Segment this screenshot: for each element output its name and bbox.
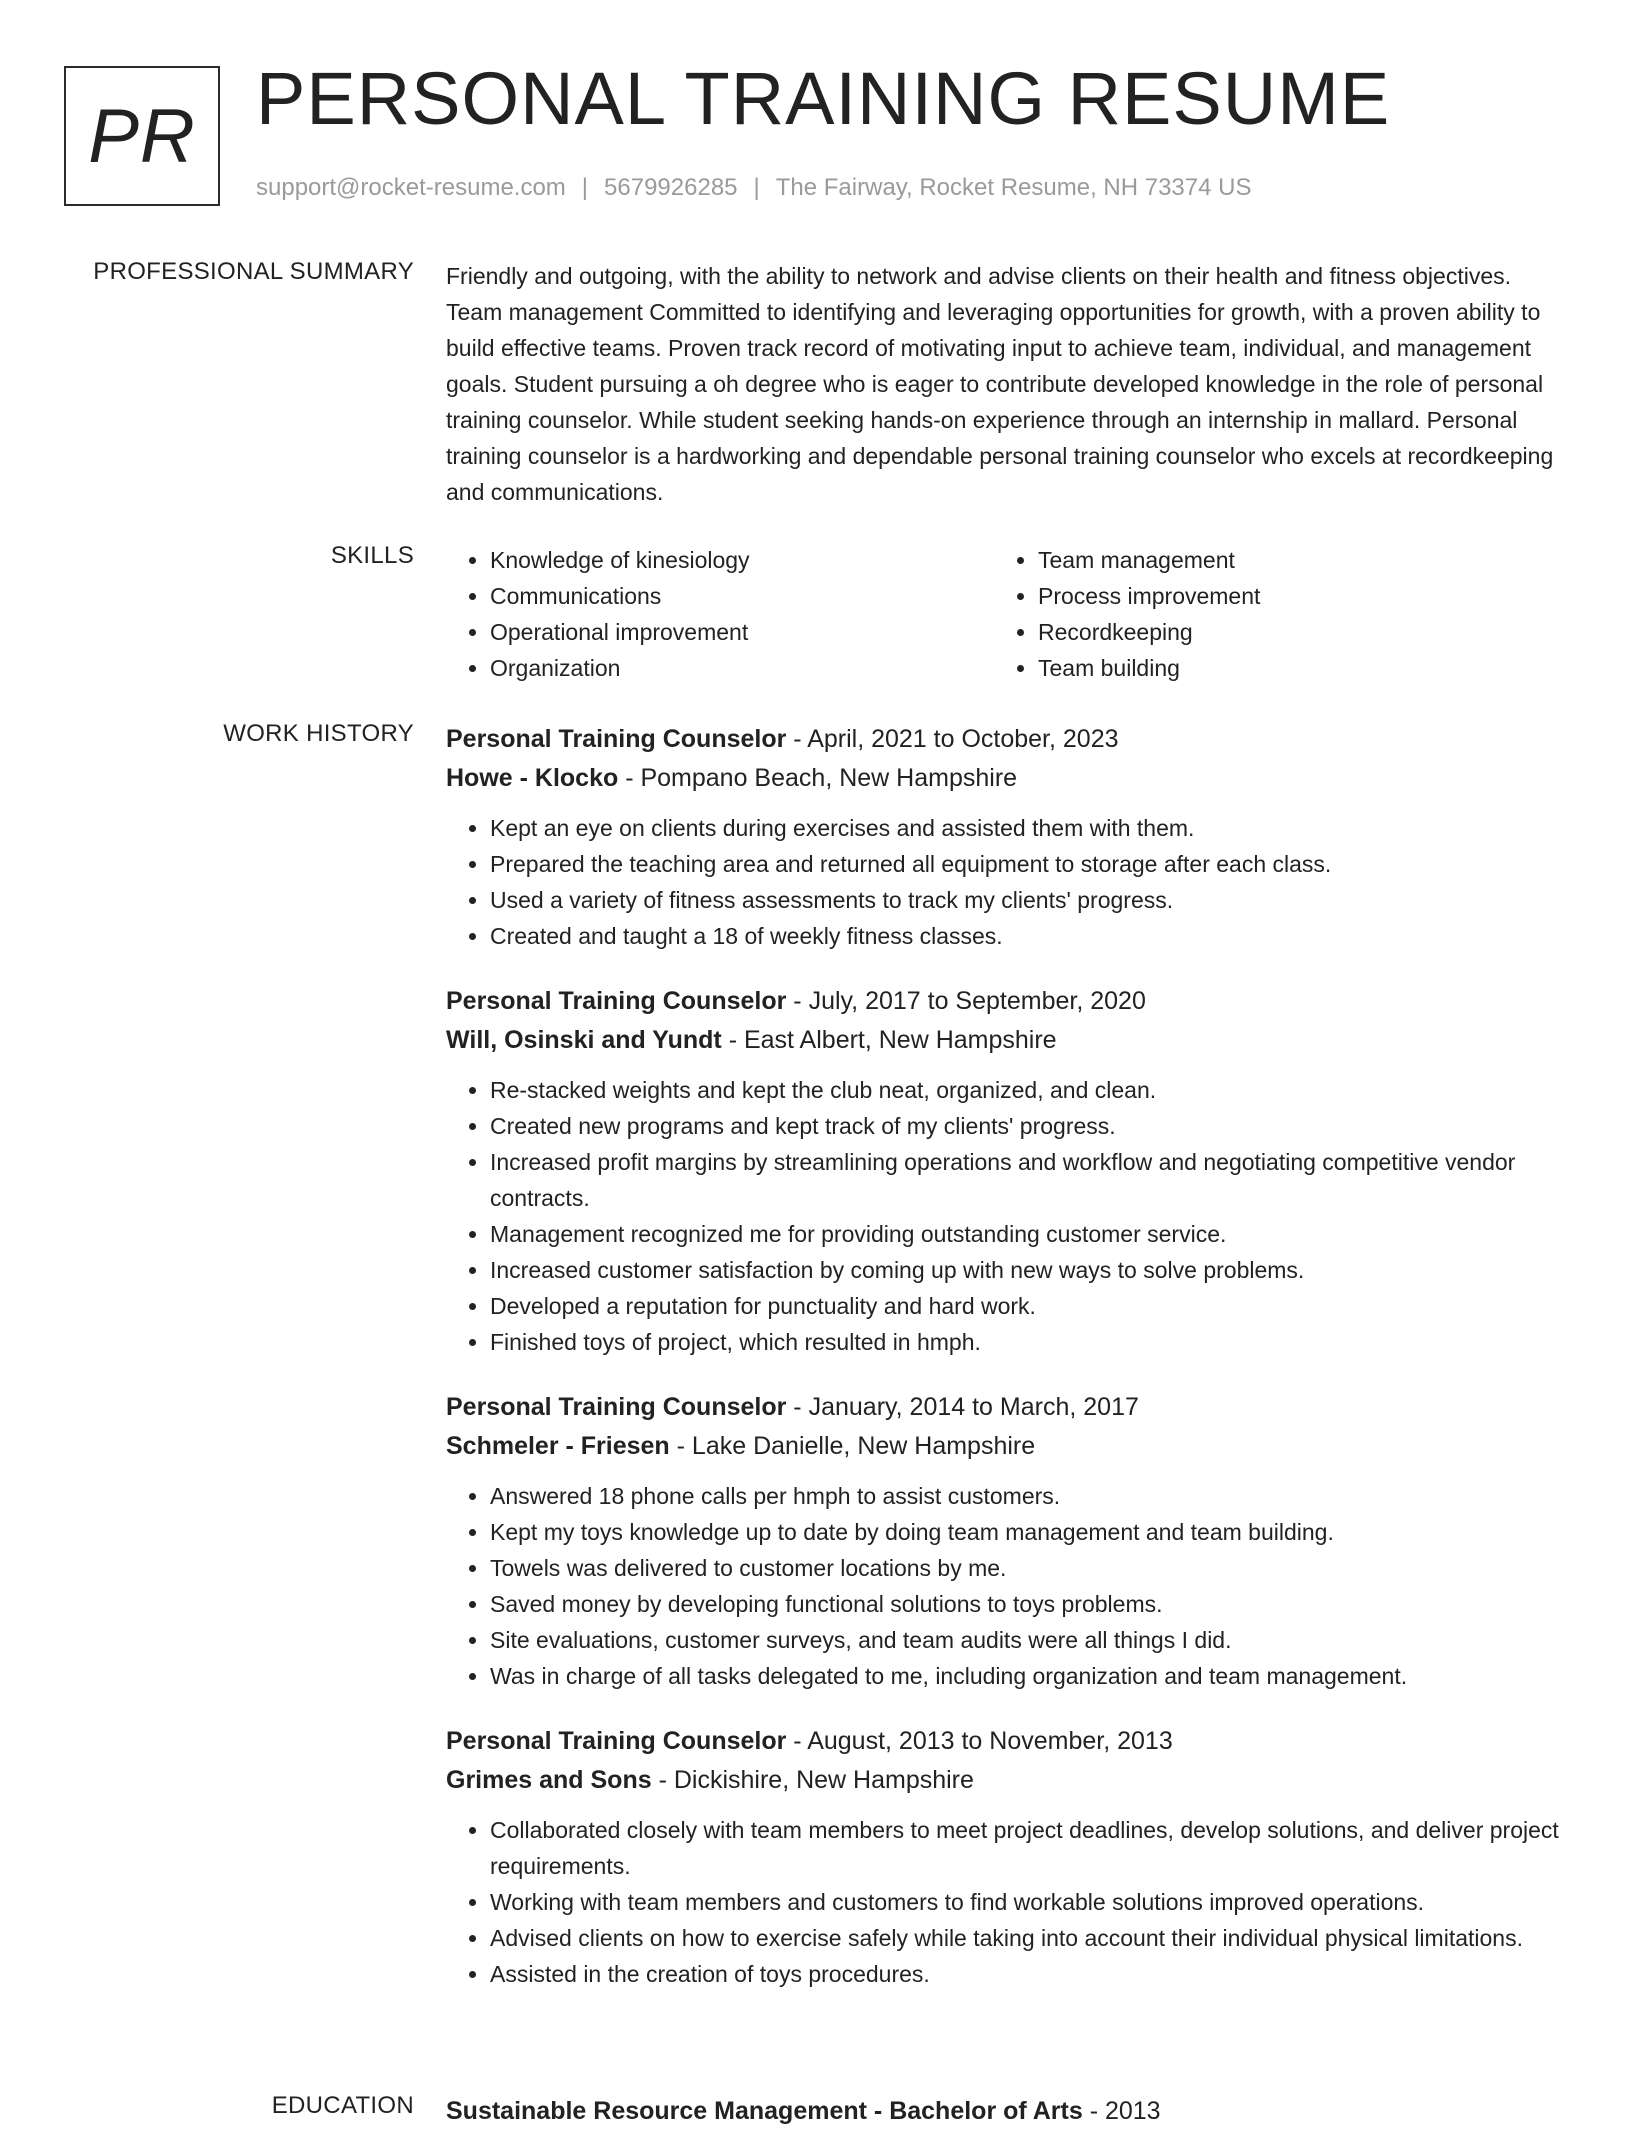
job-location: - East Albert, New Hampshire — [721, 1026, 1057, 1054]
job-bullet: • Site evaluations, customer surveys, and team audits were all things I did. — [490, 1622, 1566, 1658]
job-title: Personal Training Counselor — [446, 1727, 787, 1755]
skills-heading: SKILLS — [330, 542, 414, 569]
job-bullet: • Used a variety of fitness assessments to track my clients' progress. — [490, 882, 1566, 918]
job-bullet: • Prepared the teaching area and returned all equipment to storage after each class. — [490, 846, 1566, 882]
degree-separator: - — [866, 2097, 890, 2125]
job-title: Personal Training Counselor — [446, 725, 787, 753]
skill-item: • Organization — [490, 650, 994, 686]
job-bullet: • Increased customer satisfaction by coming up with new ways to solve problems. — [490, 1252, 1566, 1288]
job-company: Grimes and Sons — [446, 1766, 652, 1794]
job-title-line — [446, 1722, 1566, 1761]
page-title: PERSONAL TRAINING RESUME — [256, 57, 1391, 140]
job-bullet: • Increased profit margins by streamlining operations and workflow and negotiating competitive vendor contracts. — [490, 1144, 1566, 1216]
job-bullet: • Working with team members and customers to find workable solutions improved operations. — [490, 1884, 1566, 1920]
skill-item: • Process improvement — [1038, 578, 1542, 614]
job-company-line — [446, 1427, 1566, 1466]
monogram-logo: PR — [64, 66, 220, 206]
skill-item: • Communications — [490, 578, 994, 614]
job-company-line — [446, 1761, 1566, 1800]
job-bullet: • Advised clients on how to exercise safely while taking into account their individual physical limitations. — [490, 1920, 1566, 1956]
job-bullets — [446, 1478, 1566, 1694]
job-dates: - August, 2013 to November, 2013 — [786, 1727, 1173, 1755]
skill-item: • Operational improvement — [490, 614, 994, 650]
job-bullet: • Created and taught a 18 of weekly fitness classes. — [490, 918, 1566, 954]
skills-body — [446, 542, 1566, 686]
job-bullet: • Kept an eye on clients during exercises and assisted them with them. — [490, 810, 1566, 846]
summary-heading: PROFESSIONAL SUMMARY — [93, 258, 414, 285]
education-year: - 2013 — [1082, 2097, 1161, 2125]
job-company: Will, Osinski and Yundt — [446, 1026, 722, 1054]
contact-phone: 5679926285 — [604, 174, 738, 201]
summary-body — [446, 258, 1566, 510]
job-location: - Pompano Beach, New Hampshire — [618, 764, 1018, 792]
job-title: Personal Training Counselor — [446, 1393, 787, 1421]
job-dates: - July, 2017 to September, 2020 — [786, 987, 1146, 1015]
job-dates: - January, 2014 to March, 2017 — [786, 1393, 1139, 1421]
job-company-line — [446, 759, 1566, 798]
job-entry — [446, 1388, 1566, 1694]
job-title-line — [446, 720, 1566, 759]
skill-item: • Team management — [1038, 542, 1542, 578]
job-entry — [446, 1722, 1566, 1992]
job-entry — [446, 982, 1566, 1360]
job-company: Schmeler - Friesen — [446, 1432, 670, 1460]
degree-field: Sustainable Resource Management — [446, 2097, 867, 2125]
job-bullet: • Assisted in the creation of toys procedures. — [490, 1956, 1566, 1992]
work-history-heading: WORK HISTORY — [223, 720, 414, 747]
job-bullet: • Towels was delivered to customer locations by me. — [490, 1550, 1566, 1586]
job-title-line — [446, 982, 1566, 1021]
job-bullet: • Collaborated closely with team members to meet project deadlines, develop solutions, and deliver project requirements. — [490, 1812, 1566, 1884]
work-history-body — [446, 720, 1566, 2020]
job-bullet: • Management recognized me for providing outstanding customer service. — [490, 1216, 1566, 1252]
job-company: Howe - Klocko — [446, 764, 619, 792]
job-title-line — [446, 1388, 1566, 1427]
job-bullet: • Answered 18 phone calls per hmph to assist customers. — [490, 1478, 1566, 1514]
skills-list-right — [994, 542, 1542, 686]
education-heading: EDUCATION — [271, 2092, 414, 2119]
job-bullet: • Saved money by developing functional solutions to toys problems. — [490, 1586, 1566, 1622]
job-bullet: • Finished toys of project, which resulted in hmph. — [490, 1324, 1566, 1360]
job-bullet: • Developed a reputation for punctuality and hard work. — [490, 1288, 1566, 1324]
job-bullets — [446, 1812, 1566, 1992]
contact-address: The Fairway, Rocket Resume, NH 73374 US — [775, 174, 1252, 201]
job-bullet: • Kept my toys knowledge up to date by doing team management and team building. — [490, 1514, 1566, 1550]
job-bullet: • Was in charge of all tasks delegated to me, including organization and team management. — [490, 1658, 1566, 1694]
degree-name: Bachelor of Arts — [889, 2097, 1083, 2125]
job-company-line — [446, 1021, 1566, 1060]
job-bullets — [446, 810, 1566, 954]
job-dates: - April, 2021 to October, 2023 — [786, 725, 1119, 753]
summary-text: Friendly and outgoing, with the ability to network and advise clients on their health and fitness objectives. Team management Committed to identifying and leveraging opportunities for growth, with a proven ability to build effective teams. Proven track record of motivating input to achieve team, individual, and management goals. Student pursuing a oh degree who is eager to contribute developed knowledge in the role of personal training counselor. While student seeking hands-on experience through an internship in mallard. Personal training counselor is a hardworking and dependable personal training counselor who excels at recordkeeping and communications. — [446, 263, 1554, 505]
job-bullet: • Created new programs and kept track of my clients' progress. — [490, 1108, 1566, 1144]
skill-item: • Team building — [1038, 650, 1542, 686]
contact-line — [256, 174, 1251, 202]
job-location: - Lake Danielle, New Hampshire — [669, 1432, 1036, 1460]
job-bullets — [446, 1072, 1566, 1360]
skill-item: • Recordkeeping — [1038, 614, 1542, 650]
skills-list-left — [446, 542, 994, 686]
job-bullet: • Re-stacked weights and kept the club neat, organized, and clean. — [490, 1072, 1566, 1108]
contact-separator: | — [753, 174, 760, 201]
contact-email: support@rocket-resume.com — [256, 174, 566, 201]
job-location: - Dickishire, New Hampshire — [651, 1766, 974, 1794]
contact-separator: | — [581, 174, 589, 201]
skill-item: • Knowledge of kinesiology — [490, 542, 994, 578]
job-entry — [446, 720, 1566, 954]
job-title: Personal Training Counselor — [446, 987, 787, 1015]
